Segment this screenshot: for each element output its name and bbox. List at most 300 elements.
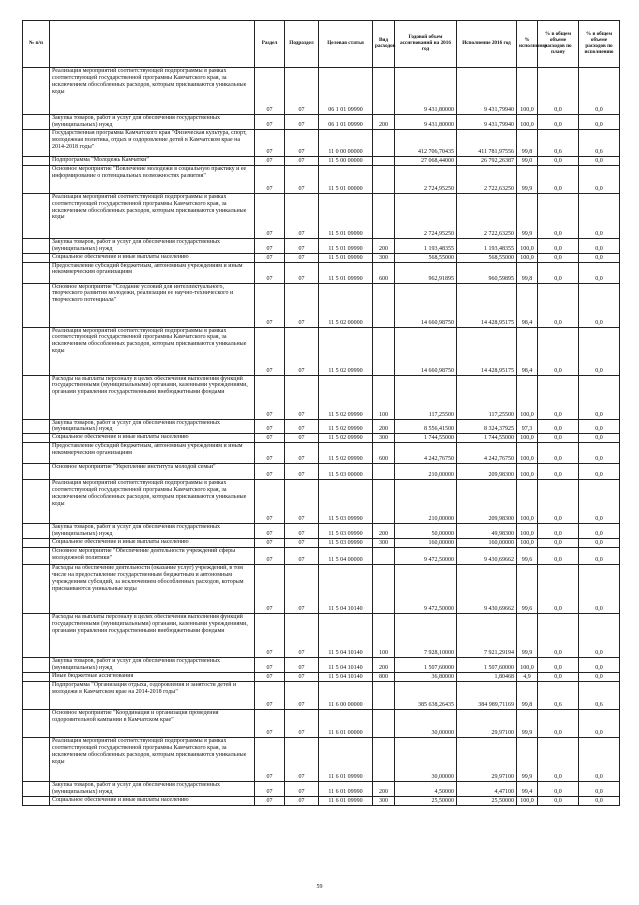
share-plan-cell: 0,0 bbox=[538, 614, 579, 658]
row-number-cell bbox=[23, 156, 50, 165]
planned-amount-cell: 2 724,95250 bbox=[395, 165, 457, 193]
execution-percent-cell: 100,0 bbox=[517, 68, 538, 115]
target-article-cell: 11 0 00 00000 bbox=[319, 129, 373, 156]
podrazdel-cell: 07 bbox=[285, 539, 319, 548]
executed-amount-cell: 960,59895 bbox=[457, 262, 517, 283]
table-row bbox=[23, 419, 620, 434]
podrazdel-cell: 07 bbox=[285, 464, 319, 480]
expense-type-cell: 200 bbox=[373, 115, 395, 130]
table-row bbox=[23, 327, 620, 375]
target-article-cell: 11 5 04 10140 bbox=[319, 672, 373, 681]
expense-type-cell bbox=[373, 737, 395, 781]
share-plan-cell: 0,0 bbox=[538, 565, 579, 614]
execution-percent-cell: 100,0 bbox=[517, 524, 538, 539]
executed-amount-cell: 9 431,79940 bbox=[457, 115, 517, 130]
podrazdel-cell: 07 bbox=[285, 129, 319, 156]
target-article-cell: 11 6 01 00000 bbox=[319, 709, 373, 737]
planned-amount-cell: 14 660,98750 bbox=[395, 283, 457, 327]
target-article-cell: 11 5 02 09990 bbox=[319, 375, 373, 419]
row-number-cell bbox=[23, 262, 50, 283]
item-name-cell: Реализация мероприятий соответствующей подпрограммы в рамках соответствующей государственной программы Камчатского края, за исключением обособленных расходов, которым присваиваются уникальные коды bbox=[50, 480, 255, 524]
table-row bbox=[23, 375, 620, 419]
podrazdel-cell: 07 bbox=[285, 375, 319, 419]
share-fact-cell: 0,0 bbox=[579, 115, 620, 130]
share-plan-cell: 0,0 bbox=[538, 115, 579, 130]
target-article-cell: 11 5 01 09990 bbox=[319, 238, 373, 253]
razdel-cell: 07 bbox=[255, 165, 285, 193]
execution-percent-cell: 97,3 bbox=[517, 419, 538, 434]
executed-amount-cell: 160,00000 bbox=[457, 539, 517, 548]
share-fact-cell: 0,0 bbox=[579, 375, 620, 419]
item-name-cell: Социальное обеспечение и иные выплаты населению bbox=[50, 539, 255, 548]
razdel-cell: 07 bbox=[255, 614, 285, 658]
razdel-cell: 07 bbox=[255, 434, 285, 443]
planned-amount-cell: 1 744,55000 bbox=[395, 434, 457, 443]
razdel-cell: 07 bbox=[255, 796, 285, 805]
podrazdel-cell: 07 bbox=[285, 796, 319, 805]
table-row bbox=[23, 480, 620, 524]
execution-percent-cell: 100,0 bbox=[517, 539, 538, 548]
razdel-cell: 07 bbox=[255, 681, 285, 709]
target-article-cell: 11 6 01 09990 bbox=[319, 796, 373, 805]
planned-amount-cell: 14 660,98750 bbox=[395, 327, 457, 375]
share-plan-cell: 0,0 bbox=[538, 480, 579, 524]
target-article-cell: 11 5 03 00000 bbox=[319, 464, 373, 480]
header-name bbox=[50, 21, 255, 68]
executed-amount-cell: 9 430,69662 bbox=[457, 548, 517, 565]
share-plan-cell: 0,0 bbox=[538, 464, 579, 480]
share-fact-cell: 0,0 bbox=[579, 709, 620, 737]
planned-amount-cell: 210,00000 bbox=[395, 464, 457, 480]
item-name-cell: Реализация мероприятий соответствующей подпрограммы в рамках соответствующей государственной программы Камчатского края, за исключением обособленных расходов, которым присваиваются уникальные коды bbox=[50, 737, 255, 781]
razdel-cell: 07 bbox=[255, 781, 285, 796]
item-name-cell: Государственная программа Камчатского края "Физическая культура, спорт, молодежная политика, отдых и оздоровление детей в Камчатском крае на 2014-2018 годы" bbox=[50, 129, 255, 156]
execution-percent-cell: 99,9 bbox=[517, 614, 538, 658]
item-name-cell: Основное мероприятие "Укрепление института молодой семьи" bbox=[50, 464, 255, 480]
planned-amount-cell: 4,50000 bbox=[395, 781, 457, 796]
share-plan-cell: 0,0 bbox=[538, 658, 579, 673]
expense-type-cell: 100 bbox=[373, 375, 395, 419]
execution-percent-cell: 100,0 bbox=[517, 253, 538, 262]
expense-type-cell: 100 bbox=[373, 614, 395, 658]
target-article-cell: 11 5 00 00000 bbox=[319, 156, 373, 165]
table-row bbox=[23, 129, 620, 156]
executed-amount-cell: 2 722,63250 bbox=[457, 165, 517, 193]
share-fact-cell: 0,0 bbox=[579, 156, 620, 165]
share-plan-cell: 0,0 bbox=[538, 709, 579, 737]
share-plan-cell: 0,0 bbox=[538, 524, 579, 539]
row-number-cell bbox=[23, 419, 50, 434]
share-fact-cell: 0,0 bbox=[579, 781, 620, 796]
executed-amount-cell: 49,98300 bbox=[457, 524, 517, 539]
target-article-cell: 11 5 04 10140 bbox=[319, 565, 373, 614]
target-article-cell: 11 5 03 09990 bbox=[319, 480, 373, 524]
podrazdel-cell: 07 bbox=[285, 672, 319, 681]
execution-percent-cell: 99,9 bbox=[517, 709, 538, 737]
share-fact-cell: 0,0 bbox=[579, 238, 620, 253]
target-article-cell: 11 6 00 00000 bbox=[319, 681, 373, 709]
row-number-cell bbox=[23, 165, 50, 193]
share-fact-cell: 0,0 bbox=[579, 434, 620, 443]
executed-amount-cell: 1 507,60000 bbox=[457, 658, 517, 673]
planned-amount-cell: 4 242,76750 bbox=[395, 443, 457, 464]
executed-amount-cell: 117,25500 bbox=[457, 375, 517, 419]
execution-percent-cell: 100,0 bbox=[517, 375, 538, 419]
share-fact-cell: 0,0 bbox=[579, 539, 620, 548]
expense-type-cell: 300 bbox=[373, 434, 395, 443]
share-fact-cell: 0,0 bbox=[579, 480, 620, 524]
row-number-cell bbox=[23, 709, 50, 737]
table-row bbox=[23, 658, 620, 673]
share-plan-cell: 0,0 bbox=[538, 253, 579, 262]
row-number-cell bbox=[23, 129, 50, 156]
planned-amount-cell: 9 472,50000 bbox=[395, 565, 457, 614]
expense-type-cell bbox=[373, 464, 395, 480]
target-article-cell: 06 1 01 09990 bbox=[319, 68, 373, 115]
planned-amount-cell: 7 928,10000 bbox=[395, 614, 457, 658]
execution-percent-cell: 99,9 bbox=[517, 193, 538, 238]
executed-amount-cell: 4,47100 bbox=[457, 781, 517, 796]
row-number-cell bbox=[23, 565, 50, 614]
table-row bbox=[23, 253, 620, 262]
expense-type-cell bbox=[373, 156, 395, 165]
razdel-cell: 07 bbox=[255, 419, 285, 434]
target-article-cell: 11 5 01 09990 bbox=[319, 253, 373, 262]
execution-percent-cell: 99,8 bbox=[517, 681, 538, 709]
razdel-cell: 07 bbox=[255, 524, 285, 539]
target-article-cell: 11 5 02 09990 bbox=[319, 419, 373, 434]
execution-percent-cell: 99,4 bbox=[517, 781, 538, 796]
planned-amount-cell: 8 556,41500 bbox=[395, 419, 457, 434]
executed-amount-cell: 384 989,71169 bbox=[457, 681, 517, 709]
item-name-cell: Расходы на выплаты персоналу в целях обеспечения выполнения функций государственными (муниципальными) органами, казенными учреждениями, органами управления государственными внебюджетными фондами bbox=[50, 614, 255, 658]
podrazdel-cell: 07 bbox=[285, 443, 319, 464]
target-article-cell: 11 5 02 09990 bbox=[319, 327, 373, 375]
planned-amount-cell: 160,00000 bbox=[395, 539, 457, 548]
execution-percent-cell: 98,4 bbox=[517, 327, 538, 375]
podrazdel-cell: 07 bbox=[285, 262, 319, 283]
planned-amount-cell: 50,00000 bbox=[395, 524, 457, 539]
share-plan-cell: 0,0 bbox=[538, 434, 579, 443]
expense-type-cell: 300 bbox=[373, 253, 395, 262]
podrazdel-cell: 07 bbox=[285, 253, 319, 262]
item-name-cell: Закупка товаров, работ и услуг для обеспечения государственных (муниципальных) нужд bbox=[50, 658, 255, 673]
planned-amount-cell: 568,55000 bbox=[395, 253, 457, 262]
share-plan-cell: 0,6 bbox=[538, 129, 579, 156]
share-plan-cell: 0,0 bbox=[538, 796, 579, 805]
share-plan-cell: 0,0 bbox=[538, 539, 579, 548]
expense-type-cell bbox=[373, 283, 395, 327]
table-row bbox=[23, 262, 620, 283]
share-fact-cell: 0,0 bbox=[579, 614, 620, 658]
planned-amount-cell: 9 472,50000 bbox=[395, 548, 457, 565]
header-pct: % исполнения bbox=[517, 21, 538, 68]
executed-amount-cell: 568,55000 bbox=[457, 253, 517, 262]
table-row bbox=[23, 548, 620, 565]
planned-amount-cell: 962,91895 bbox=[395, 262, 457, 283]
table-row bbox=[23, 709, 620, 737]
target-article-cell: 11 5 04 10140 bbox=[319, 658, 373, 673]
podrazdel-cell: 07 bbox=[285, 68, 319, 115]
share-fact-cell: 0,0 bbox=[579, 796, 620, 805]
planned-amount-cell: 210,00000 bbox=[395, 480, 457, 524]
planned-amount-cell: 2 724,95250 bbox=[395, 193, 457, 238]
row-number-cell bbox=[23, 796, 50, 805]
row-number-cell bbox=[23, 283, 50, 327]
target-article-cell: 11 5 01 09990 bbox=[319, 193, 373, 238]
podrazdel-cell: 07 bbox=[285, 781, 319, 796]
header-razdel: Раздел bbox=[255, 21, 285, 68]
header-share-plan: % в общем объеме расходов по плану bbox=[538, 21, 579, 68]
executed-amount-cell: 9 430,69662 bbox=[457, 565, 517, 614]
header-target: Целевая статья bbox=[319, 21, 373, 68]
budget-execution-table bbox=[22, 20, 620, 806]
planned-amount-cell: 9 431,80000 bbox=[395, 115, 457, 130]
planned-amount-cell: 9 431,80000 bbox=[395, 68, 457, 115]
share-fact-cell: 0,0 bbox=[579, 283, 620, 327]
share-plan-cell: 0,0 bbox=[538, 238, 579, 253]
table-row bbox=[23, 681, 620, 709]
header-plan: Годовой объем ассигнований на 2016 год bbox=[395, 21, 457, 68]
razdel-cell: 07 bbox=[255, 156, 285, 165]
share-fact-cell: 0,0 bbox=[579, 193, 620, 238]
share-fact-cell: 0,0 bbox=[579, 524, 620, 539]
expense-type-cell: 200 bbox=[373, 238, 395, 253]
podrazdel-cell: 07 bbox=[285, 283, 319, 327]
item-name-cell: Социальное обеспечение и иные выплаты населению bbox=[50, 434, 255, 443]
podrazdel-cell: 07 bbox=[285, 480, 319, 524]
item-name-cell: Основное мероприятие "Создание условий для интеллектуального, творческого развития молодежи, реализации ее научно-технического и творческого потенциала" bbox=[50, 283, 255, 327]
executed-amount-cell: 1 193,48355 bbox=[457, 238, 517, 253]
razdel-cell: 07 bbox=[255, 565, 285, 614]
planned-amount-cell: 1 507,60000 bbox=[395, 658, 457, 673]
target-article-cell: 11 5 02 09990 bbox=[319, 443, 373, 464]
target-article-cell: 11 5 04 00000 bbox=[319, 548, 373, 565]
share-fact-cell: 0,0 bbox=[579, 658, 620, 673]
podrazdel-cell: 07 bbox=[285, 156, 319, 165]
razdel-cell: 07 bbox=[255, 115, 285, 130]
row-number-cell bbox=[23, 658, 50, 673]
table-row bbox=[23, 68, 620, 115]
execution-percent-cell: 100,0 bbox=[517, 434, 538, 443]
share-fact-cell: 0,6 bbox=[579, 681, 620, 709]
execution-percent-cell: 100,0 bbox=[517, 115, 538, 130]
share-fact-cell: 0,0 bbox=[579, 464, 620, 480]
expense-type-cell: 200 bbox=[373, 658, 395, 673]
execution-percent-cell: 100,0 bbox=[517, 464, 538, 480]
table-row bbox=[23, 464, 620, 480]
item-name-cell: Закупка товаров, работ и услуг для обеспечения государственных (муниципальных) нужд bbox=[50, 419, 255, 434]
item-name-cell: Иные бюджетные ассигнования bbox=[50, 672, 255, 681]
planned-amount-cell: 27 068,44000 bbox=[395, 156, 457, 165]
razdel-cell: 07 bbox=[255, 548, 285, 565]
row-number-cell bbox=[23, 464, 50, 480]
executed-amount-cell: 29,97100 bbox=[457, 737, 517, 781]
table-row bbox=[23, 796, 620, 805]
table-row bbox=[23, 238, 620, 253]
executed-amount-cell: 26 792,26387 bbox=[457, 156, 517, 165]
share-fact-cell: 0,0 bbox=[579, 443, 620, 464]
header-share-fact: % в общем объеме расходов по исполнению bbox=[579, 21, 620, 68]
target-article-cell: 11 6 01 09990 bbox=[319, 781, 373, 796]
expense-type-cell bbox=[373, 565, 395, 614]
planned-amount-cell: 412 706,70435 bbox=[395, 129, 457, 156]
planned-amount-cell: 30,00000 bbox=[395, 709, 457, 737]
share-fact-cell: 0,0 bbox=[579, 327, 620, 375]
executed-amount-cell: 9 431,79940 bbox=[457, 68, 517, 115]
executed-amount-cell: 7 921,29194 bbox=[457, 614, 517, 658]
item-name-cell: Реализация мероприятий соответствующей подпрограммы в рамках соответствующей государственной программы Камчатского края, за исключением обособленных расходов, которым присваиваются уникальные коды bbox=[50, 327, 255, 375]
podrazdel-cell: 07 bbox=[285, 165, 319, 193]
header-fact: Исполнение 2016 год bbox=[457, 21, 517, 68]
item-name-cell: Предоставление субсидий бюджетным, автономным учреждениям и иным некоммерческим организациям bbox=[50, 443, 255, 464]
item-name-cell: Предоставление субсидий бюджетным, автономным учреждениям и иным некоммерческим организациям bbox=[50, 262, 255, 283]
target-article-cell: 11 5 02 09990 bbox=[319, 434, 373, 443]
target-article-cell: 11 5 03 09990 bbox=[319, 539, 373, 548]
row-number-cell bbox=[23, 737, 50, 781]
podrazdel-cell: 07 bbox=[285, 658, 319, 673]
share-plan-cell: 0,6 bbox=[538, 681, 579, 709]
planned-amount-cell: 30,00000 bbox=[395, 737, 457, 781]
executed-amount-cell: 29,97100 bbox=[457, 709, 517, 737]
share-fact-cell: 0,0 bbox=[579, 565, 620, 614]
share-plan-cell: 0,0 bbox=[538, 737, 579, 781]
item-name-cell: Основное мероприятие "Обеспечение деятельности учреждений сферы молодежной политики" bbox=[50, 548, 255, 565]
share-fact-cell: 0,0 bbox=[579, 672, 620, 681]
row-number-cell bbox=[23, 68, 50, 115]
page-number: 59 bbox=[316, 884, 323, 890]
podrazdel-cell: 07 bbox=[285, 737, 319, 781]
row-number-cell bbox=[23, 524, 50, 539]
share-plan-cell: 0,0 bbox=[538, 283, 579, 327]
share-plan-cell: 0,0 bbox=[538, 672, 579, 681]
row-number-cell bbox=[23, 434, 50, 443]
table-row bbox=[23, 737, 620, 781]
expense-type-cell: 200 bbox=[373, 524, 395, 539]
header-podrazdel: Подраздел bbox=[285, 21, 319, 68]
table-row bbox=[23, 115, 620, 130]
execution-percent-cell: 99,6 bbox=[517, 548, 538, 565]
share-fact-cell: 0,0 bbox=[579, 253, 620, 262]
podrazdel-cell: 07 bbox=[285, 434, 319, 443]
table-row bbox=[23, 193, 620, 238]
row-number-cell bbox=[23, 480, 50, 524]
planned-amount-cell: 36,80000 bbox=[395, 672, 457, 681]
share-fact-cell: 0,0 bbox=[579, 68, 620, 115]
expense-type-cell bbox=[373, 681, 395, 709]
target-article-cell: 06 1 01 09990 bbox=[319, 115, 373, 130]
expense-type-cell: 200 bbox=[373, 781, 395, 796]
share-plan-cell: 0,0 bbox=[538, 156, 579, 165]
razdel-cell: 07 bbox=[255, 709, 285, 737]
execution-percent-cell: 99,6 bbox=[517, 565, 538, 614]
share-plan-cell: 0,0 bbox=[538, 548, 579, 565]
target-article-cell: 11 5 01 00000 bbox=[319, 165, 373, 193]
table-row bbox=[23, 565, 620, 614]
razdel-cell: 07 bbox=[255, 253, 285, 262]
podrazdel-cell: 07 bbox=[285, 565, 319, 614]
executed-amount-cell: 4 242,76750 bbox=[457, 443, 517, 464]
share-fact-cell: 0,6 bbox=[579, 129, 620, 156]
expense-type-cell: 800 bbox=[373, 672, 395, 681]
row-number-cell bbox=[23, 614, 50, 658]
execution-percent-cell: 100,0 bbox=[517, 796, 538, 805]
item-name-cell: Основное мероприятие "Координация и организация проведения оздоровительной кампании в Камчатском крае" bbox=[50, 709, 255, 737]
executed-amount-cell: 14 428,95175 bbox=[457, 283, 517, 327]
item-name-cell: Закупка товаров, работ и услуг для обеспечения государственных (муниципальных) нужд bbox=[50, 524, 255, 539]
table-row bbox=[23, 165, 620, 193]
executed-amount-cell: 14 428,95175 bbox=[457, 327, 517, 375]
item-name-cell: Расходы на выплаты персоналу в целях обеспечения выполнения функций государственными (муниципальными) органами, казенными учреждениями, органами управления государственными внебюджетными фондами bbox=[50, 375, 255, 419]
table-body bbox=[23, 68, 620, 806]
expense-type-cell bbox=[373, 165, 395, 193]
razdel-cell: 07 bbox=[255, 327, 285, 375]
podrazdel-cell: 07 bbox=[285, 548, 319, 565]
row-number-cell bbox=[23, 781, 50, 796]
execution-percent-cell: 99,0 bbox=[517, 156, 538, 165]
table-row bbox=[23, 443, 620, 464]
planned-amount-cell: 385 638,26435 bbox=[395, 681, 457, 709]
planned-amount-cell: 1 193,48355 bbox=[395, 238, 457, 253]
razdel-cell: 07 bbox=[255, 68, 285, 115]
item-name-cell: Закупка товаров, работ и услуг для обеспечения государственных (муниципальных) нужд bbox=[50, 238, 255, 253]
share-plan-cell: 0,0 bbox=[538, 165, 579, 193]
executed-amount-cell: 25,50000 bbox=[457, 796, 517, 805]
table-row bbox=[23, 283, 620, 327]
share-plan-cell: 0,0 bbox=[538, 419, 579, 434]
row-number-cell bbox=[23, 681, 50, 709]
item-name-cell: Расходы на обеспечение деятельности (оказание услуг) учреждений, в том числе на предоставление государственным бюджетным и автономным учреждениям субсидий, за исключением обособленных расходов, которым присваиваются уникальные коды bbox=[50, 565, 255, 614]
executed-amount-cell: 209,98300 bbox=[457, 464, 517, 480]
item-name-cell: Реализация мероприятий соответствующей подпрограммы в рамках соответствующей государственной программы Камчатского края, за исключением обособленных расходов, которым присваиваются уникальные коды bbox=[50, 68, 255, 115]
header-vid: Вид расходов bbox=[373, 21, 395, 68]
podrazdel-cell: 07 bbox=[285, 238, 319, 253]
podrazdel-cell: 07 bbox=[285, 681, 319, 709]
razdel-cell: 07 bbox=[255, 193, 285, 238]
executed-amount-cell: 2 722,63250 bbox=[457, 193, 517, 238]
share-plan-cell: 0,0 bbox=[538, 443, 579, 464]
row-number-cell bbox=[23, 672, 50, 681]
item-name-cell: Реализация мероприятий соответствующей подпрограммы в рамках соответствующей государственной программы Камчатского края, за исключением обособленных расходов, которым присваиваются уникальные коды bbox=[50, 193, 255, 238]
podrazdel-cell: 07 bbox=[285, 709, 319, 737]
row-number-cell bbox=[23, 375, 50, 419]
razdel-cell: 07 bbox=[255, 283, 285, 327]
expense-type-cell: 300 bbox=[373, 796, 395, 805]
podrazdel-cell: 07 bbox=[285, 193, 319, 238]
podrazdel-cell: 07 bbox=[285, 524, 319, 539]
row-number-cell bbox=[23, 238, 50, 253]
executed-amount-cell: 8 324,37925 bbox=[457, 419, 517, 434]
item-name-cell: Закупка товаров, работ и услуг для обеспечения государственных (муниципальных) нужд bbox=[50, 781, 255, 796]
table-row bbox=[23, 781, 620, 796]
share-plan-cell: 0,0 bbox=[538, 193, 579, 238]
expense-type-cell: 300 bbox=[373, 539, 395, 548]
execution-percent-cell: 99,9 bbox=[517, 737, 538, 781]
table-header-row bbox=[23, 21, 620, 68]
item-name-cell: Основное мероприятие "Вовлечение молодежи в социальную практику и ее информирование о потенциальных возможностях развития" bbox=[50, 165, 255, 193]
table-row bbox=[23, 614, 620, 658]
razdel-cell: 07 bbox=[255, 480, 285, 524]
execution-percent-cell: 4,9 bbox=[517, 672, 538, 681]
razdel-cell: 07 bbox=[255, 737, 285, 781]
podrazdel-cell: 07 bbox=[285, 419, 319, 434]
razdel-cell: 07 bbox=[255, 672, 285, 681]
item-name-cell: Подпрограмма "Организация отдыха, оздоровления и занятости детей и молодежи в Камчатском крае на 2014-2018 годы" bbox=[50, 681, 255, 709]
expense-type-cell bbox=[373, 129, 395, 156]
share-plan-cell: 0,0 bbox=[538, 262, 579, 283]
execution-percent-cell: 100,0 bbox=[517, 480, 538, 524]
target-article-cell: 11 5 01 09990 bbox=[319, 262, 373, 283]
